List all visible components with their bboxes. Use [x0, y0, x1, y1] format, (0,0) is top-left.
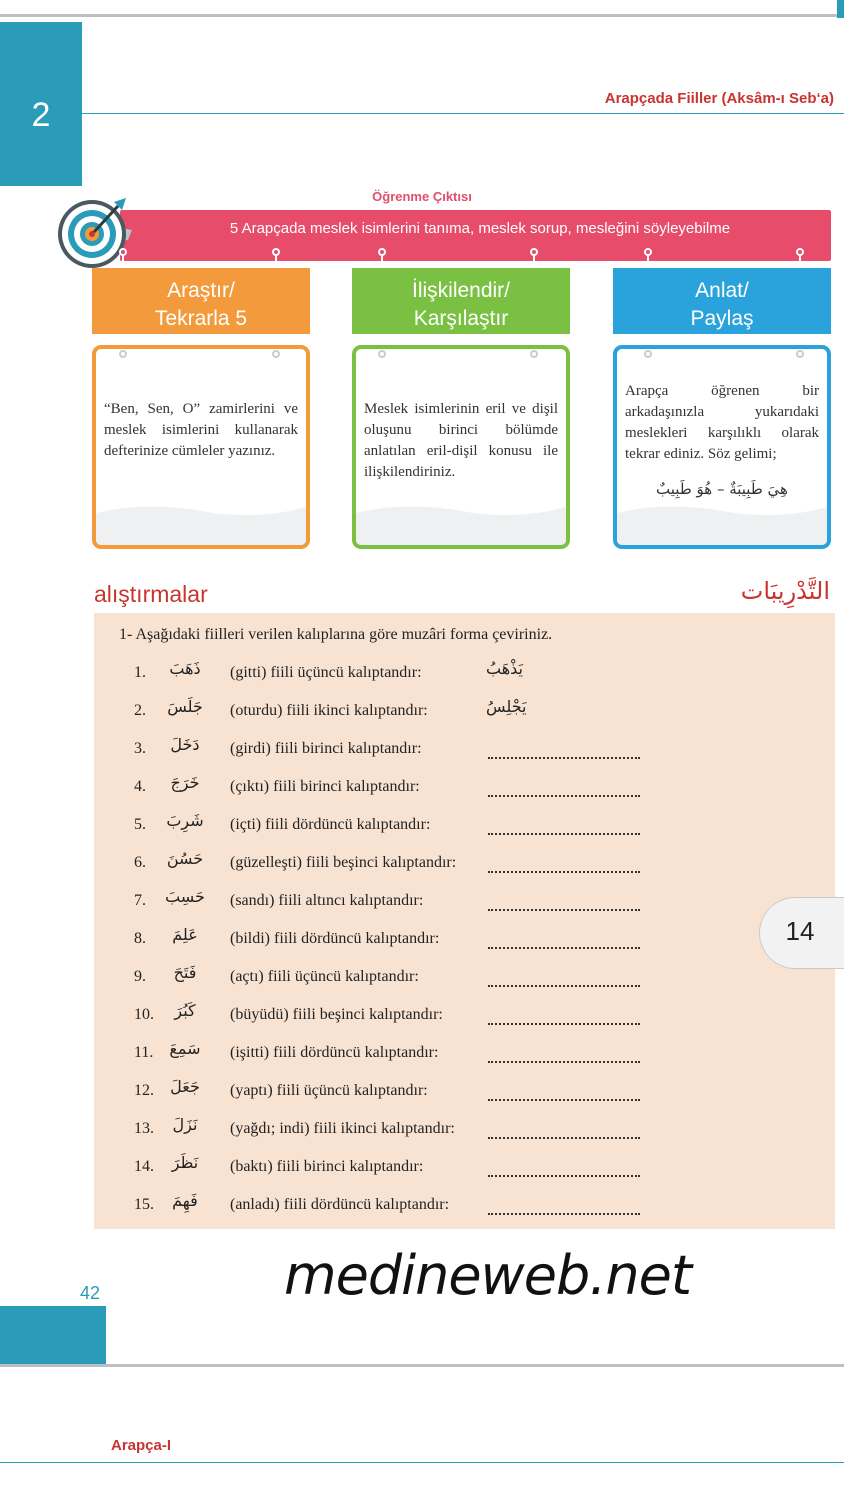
card-relate-text: Meslek isimlerinin eril ve dişil oluşunu birinci bölümde anlatılan eril-dişil konusu ile ilişkilendiriniz. — [364, 401, 558, 480]
exercise-item — [94, 1035, 835, 1073]
answer-blank[interactable] — [488, 1137, 640, 1139]
footer-bottom-rule — [0, 1462, 844, 1463]
card-heading-line1: Araştır/ — [167, 279, 235, 302]
item-number: 9. — [134, 968, 146, 985]
item-number: 5. — [134, 816, 146, 833]
book-title: Arapça-I — [111, 1437, 172, 1454]
exercise-item — [94, 921, 835, 959]
outcome-label: Öğrenme Çıktısı — [372, 189, 472, 204]
card-share-text: Arapça öğrenen bir arkadaşınızla yukarıdaki meslekleri karşılıklı olarak tekrar ediniz. Söz gelimi; — [625, 383, 819, 462]
ring-connector — [376, 248, 388, 270]
header-title: Arapçada Fiiller (Aksâm-ı Seb‘a) — [604, 90, 834, 107]
answer-blank[interactable] — [488, 947, 640, 949]
section-title: alıştırmalar — [94, 581, 208, 607]
ring-connector — [528, 248, 540, 270]
item-number: 3. — [134, 740, 146, 757]
item-verb: نَظَرَ — [171, 1153, 199, 1172]
answer-blank[interactable] — [488, 833, 640, 835]
item-verb: دَخَلَ — [170, 735, 200, 754]
item-description: (açtı) fiili üçüncü kalıptandır: — [230, 968, 419, 985]
footer-rule — [0, 1364, 844, 1367]
card-research-heading — [92, 268, 310, 334]
item-description: (işitti) fiili dördüncü kalıptandır: — [230, 1044, 439, 1061]
header-rule — [82, 113, 844, 114]
section-title-arabic: التَّدْرِيبَات — [740, 577, 830, 605]
item-number: 8. — [134, 930, 146, 947]
item-verb: حَسِبَ — [165, 887, 205, 906]
item-verb: حَسُنَ — [166, 849, 204, 868]
answer-blank[interactable] — [488, 909, 640, 911]
item-description: (çıktı) fiili birinci kalıptandır: — [230, 778, 420, 795]
card-wave — [356, 501, 566, 545]
card-heading-line1: Anlat/ — [695, 279, 749, 302]
answer-blank[interactable] — [488, 1213, 640, 1215]
item-description: (içti) fiili dördüncü kalıptandır: — [230, 816, 431, 833]
ring-connector — [117, 248, 129, 270]
item-verb: فَهِمَ — [172, 1191, 198, 1210]
exercise-item — [94, 807, 835, 845]
exercise-item — [94, 997, 835, 1035]
item-verb: خَرَجَ — [170, 773, 200, 792]
ring-connector — [270, 248, 282, 270]
item-verb: كَبُرَ — [174, 1001, 196, 1020]
answer-blank[interactable] — [488, 1099, 640, 1101]
chapter-number: 2 — [31, 96, 51, 134]
card-wave — [617, 501, 827, 545]
exercise-item — [94, 959, 835, 997]
item-number: 13. — [134, 1120, 154, 1137]
item-verb: ذَهَبَ — [169, 659, 201, 678]
card-heading-line2: Tekrarla 5 — [154, 307, 248, 330]
exercise-item — [94, 883, 835, 921]
card-research-body — [92, 345, 310, 549]
item-answer: يَذْهَبُ — [486, 659, 523, 678]
item-description: (bildi) fiili dördüncü kalıptandır: — [230, 930, 440, 947]
exercise-item — [94, 845, 835, 883]
item-description: (yağdı; indi) fiili ikinci kalıptandır: — [230, 1120, 455, 1137]
ring-connector — [642, 248, 654, 270]
exercise-item — [94, 731, 835, 769]
top-rule — [0, 14, 844, 17]
ring-connector — [794, 350, 806, 372]
ring-connector — [642, 350, 654, 372]
ring-connector — [376, 350, 388, 372]
exercise-item — [94, 1073, 835, 1111]
card-share-arabic-example: هِيَ طَبِيبَةٌ – هُوَ طَبِيبٌ — [656, 480, 788, 498]
item-number: 6. — [134, 854, 146, 871]
item-verb: عَلِمَ — [172, 925, 198, 944]
exercise-item — [94, 1111, 835, 1149]
item-description: (gitti) fiili üçüncü kalıptandır: — [230, 664, 422, 681]
item-description: (yaptı) fiili üçüncü kalıptandır: — [230, 1082, 428, 1099]
item-number: 14. — [134, 1158, 154, 1175]
ring-connector — [117, 350, 129, 372]
item-description: (büyüdü) fiili beşinci kalıptandır: — [230, 1006, 443, 1023]
card-heading-line2: Paylaş — [690, 307, 754, 330]
footer-tab — [0, 1306, 106, 1364]
exercise-item — [94, 769, 835, 807]
card-relate-heading — [352, 268, 570, 334]
ring-connector — [528, 350, 540, 372]
exercise-list — [94, 655, 835, 1225]
card-heading-line2: Karşılaştır — [413, 307, 509, 330]
item-number: 12. — [134, 1082, 154, 1099]
card-share-body — [613, 345, 831, 549]
item-number: 15. — [134, 1196, 154, 1213]
item-number: 7. — [134, 892, 146, 909]
item-answer: يَجْلِسُ — [486, 697, 527, 716]
item-number: 1. — [134, 664, 146, 681]
ring-connector — [270, 350, 282, 372]
page-tab-number: 14 — [785, 916, 815, 946]
top-corner-mark — [837, 0, 844, 18]
answer-blank[interactable] — [488, 985, 640, 987]
item-verb: جَعَلَ — [170, 1077, 200, 1096]
item-description: (sandı) fiili altıncı kalıptandır: — [230, 892, 424, 909]
answer-blank[interactable] — [488, 1061, 640, 1063]
ring-connector — [794, 248, 806, 270]
item-number: 2. — [134, 702, 146, 719]
answer-blank[interactable] — [488, 871, 640, 873]
item-description: (baktı) fiili birinci kalıptandır: — [230, 1158, 424, 1175]
item-description: (anladı) fiili dördüncü kalıptandır: — [230, 1196, 450, 1213]
item-verb: سَمِعَ — [169, 1039, 201, 1058]
card-share-heading — [613, 268, 831, 334]
exercise-instruction: 1- Aşağıdaki fiilleri verilen kalıplarına göre muzâri forma çeviriniz. — [119, 626, 553, 643]
item-verb: نَزَلَ — [172, 1115, 198, 1134]
item-number: 11. — [134, 1044, 154, 1061]
item-verb: فَتَحَ — [173, 963, 197, 982]
item-description: (güzelleşti) fiili beşinci kalıptandır: — [230, 854, 457, 871]
item-number: 10. — [134, 1006, 154, 1023]
item-description: (girdi) fiili birinci kalıptandır: — [230, 740, 422, 757]
item-verb: شَرِبَ — [166, 811, 204, 830]
answer-blank[interactable] — [488, 1023, 640, 1025]
exercise-item — [94, 693, 835, 731]
exercise-item — [94, 655, 835, 693]
outcome-text: 5 Arapçada meslek isimlerini tanıma, meslek sorup, mesleğini söyleyebilme — [229, 220, 731, 237]
card-relate-body — [352, 345, 570, 549]
answer-blank[interactable] — [488, 795, 640, 797]
item-number: 4. — [134, 778, 146, 795]
item-verb: جَلَسَ — [167, 697, 203, 716]
page-number: 42 — [80, 1283, 101, 1303]
watermark-text: medineweb.net — [284, 1244, 692, 1307]
item-description: (oturdu) fiili ikinci kalıptandır: — [230, 702, 428, 719]
exercise-item — [94, 1149, 835, 1187]
exercise-item — [94, 1187, 835, 1225]
card-research-text: “Ben, Sen, O” zamirlerini ve meslek isimlerini kullanarak defterinize cümleler yazınız. — [104, 401, 298, 459]
card-heading-line1: İlişkilendir/ — [411, 279, 511, 302]
card-wave — [96, 501, 306, 545]
answer-blank[interactable] — [488, 757, 640, 759]
answer-blank[interactable] — [488, 1175, 640, 1177]
